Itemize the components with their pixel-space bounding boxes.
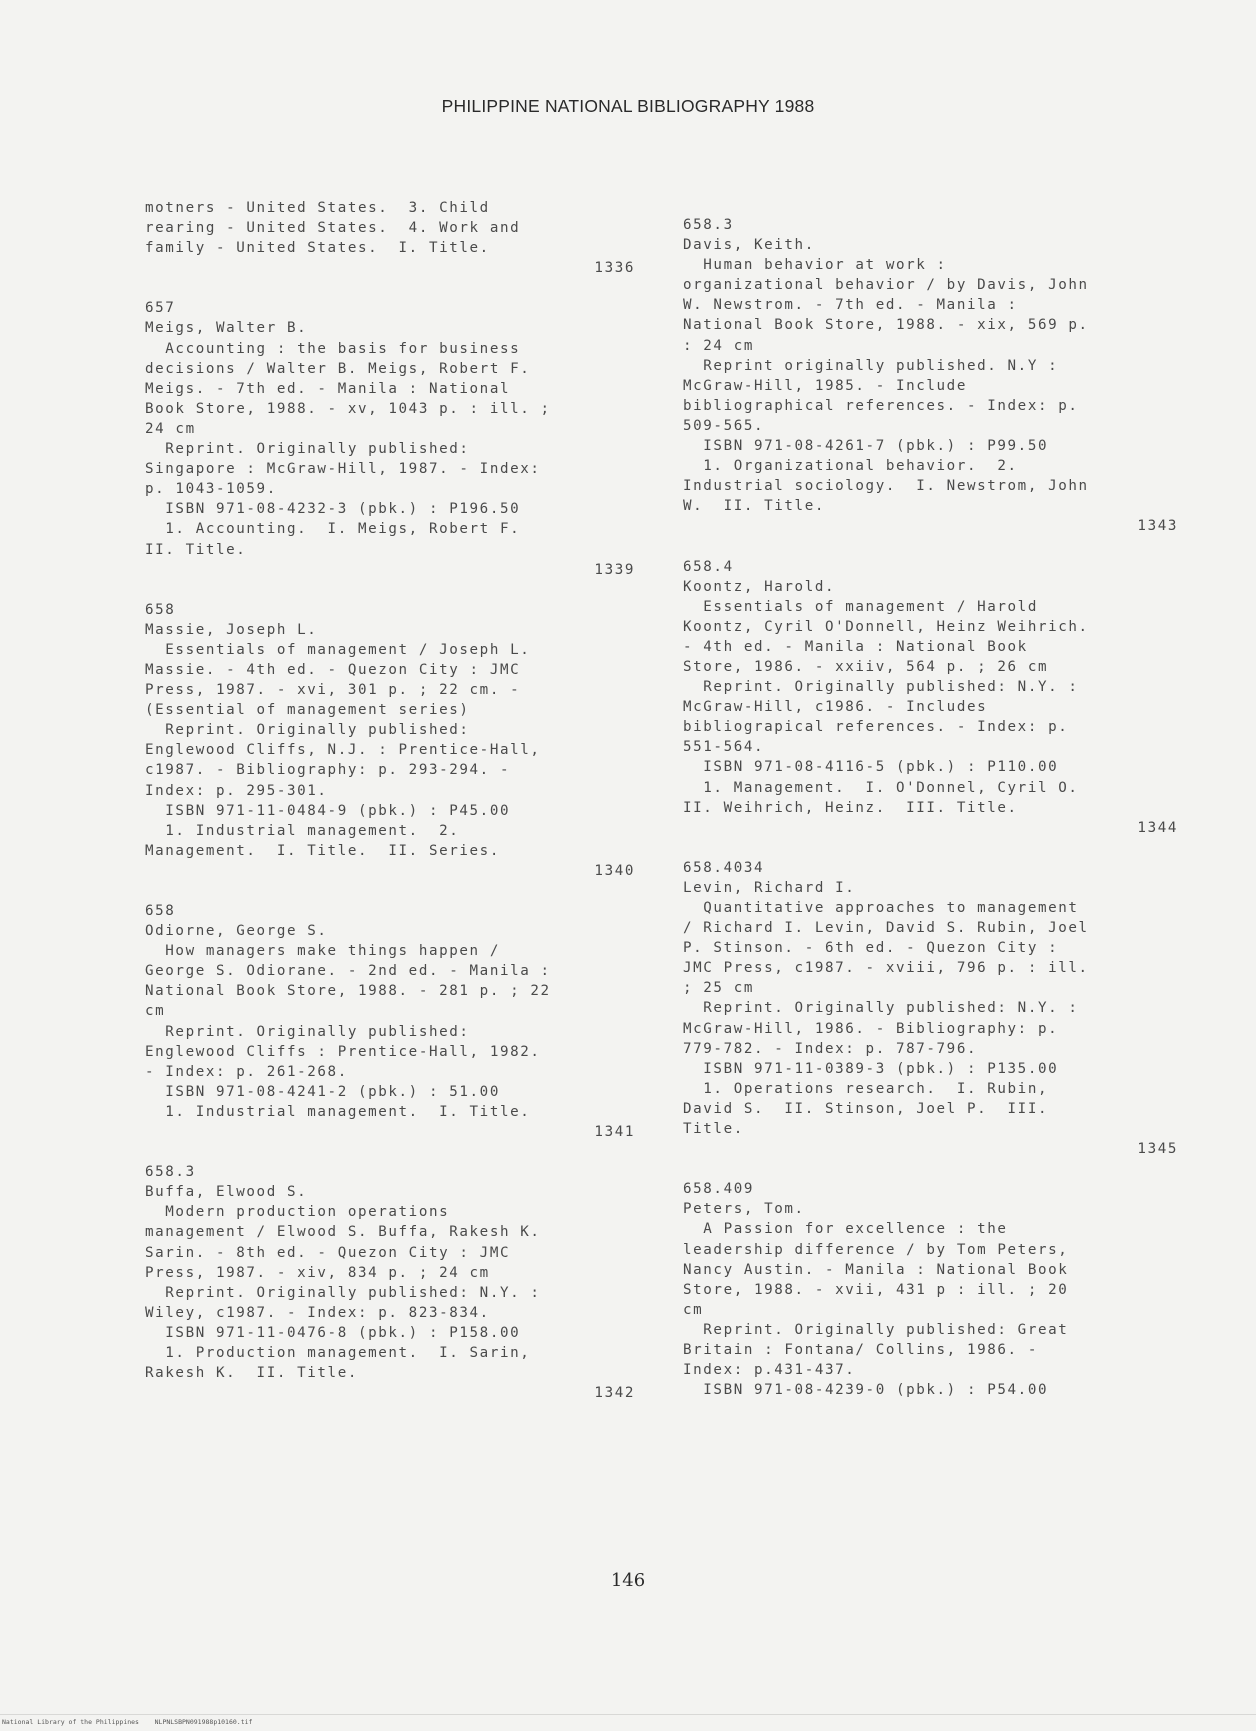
entry-line: Essentials of management / Harold: [683, 598, 1038, 615]
entry-number: 1336: [594, 260, 635, 277]
entry-line: bibliographical references. - Index: p.: [683, 397, 1079, 414]
entry-number: 1342: [594, 1385, 635, 1402]
class-number: 658.3: [145, 1164, 196, 1181]
entry-line: Modern production operations: [145, 1204, 450, 1221]
entry-line: Human behavior at work :: [683, 257, 947, 274]
bibliography-entry: [145, 901, 635, 1142]
entry-number: 1344: [1137, 819, 1178, 836]
entry-line: McGraw-Hill, 1986. - Bibliography: p.: [683, 1020, 1059, 1037]
entry-line: ISBN 971-08-4232-3 (pbk.) : P196.50: [145, 501, 521, 518]
entry-line: - Index: p. 261-268.: [145, 1063, 348, 1080]
entry-line: Book Store, 1988. - xv, 1043 p. : ill. ;: [145, 400, 551, 417]
entry-line: Koontz, Harold.: [683, 578, 836, 595]
bibliography-entry: [145, 198, 635, 278]
entry-line: rearing - United States. 4. Work and: [145, 220, 521, 237]
bibliography-entry: [683, 1179, 1178, 1400]
entry-line: cm: [683, 1301, 704, 1318]
entry-line: 1. Accounting. I. Meigs, Robert F.: [145, 521, 521, 538]
entry-line: II. Title.: [145, 541, 247, 558]
class-number: 658: [145, 601, 176, 618]
entry-line: P. Stinson. - 6th ed. - Quezon City :: [683, 940, 1059, 957]
entry-line: National Book Store, 1988. - xix, 569 p.: [683, 317, 1089, 334]
entry-line: Index: p.431-437.: [683, 1362, 856, 1379]
class-number: 658.409: [683, 1181, 754, 1198]
entry-line: Management. I. Title. II. Series.: [145, 842, 500, 859]
bibliography-entry: [145, 298, 635, 579]
entry-line: W. Newstrom. - 7th ed. - Manila :: [683, 297, 1018, 314]
entry-line: family - United States. I. Title.: [145, 240, 490, 257]
entry-line: Reprint originally published. N.Y :: [683, 357, 1059, 374]
entry-line: motners - United States. 3. Child: [145, 200, 490, 216]
entry-line: : 24 cm: [683, 337, 754, 354]
class-number: 657: [145, 300, 176, 317]
entry-line: Store, 1988. - xvii, 431 p : ill. ; 20: [683, 1281, 1069, 1298]
entry-line: Store, 1986. - xxiiv, 564 p. ; 26 cm: [683, 658, 1049, 675]
entry-line: Reprint. Originally published:: [145, 1023, 470, 1040]
entry-line: Englewood Cliffs : Prentice-Hall, 1982.: [145, 1043, 541, 1060]
entry-line: 779-782. - Index: p. 787-796.: [683, 1040, 978, 1057]
entry-line: Singapore : McGraw-Hill, 1987. - Index:: [145, 461, 541, 478]
entry-line: Rakesh K. II. Title.: [145, 1365, 358, 1382]
entry-line: ISBN 971-08-4261-7 (pbk.) : P99.50: [683, 438, 1049, 455]
entry-line: Reprint. Originally published: N.Y. :: [683, 679, 1079, 696]
entry-line: - 4th ed. - Manila : National Book: [683, 638, 1028, 655]
entry-line: 1. Management. I. O'Donnel, Cyril O.: [683, 779, 1079, 796]
entry-line: ISBN 971-08-4116-5 (pbk.) : P110.00: [683, 759, 1059, 776]
entry-line: Wiley, c1987. - Index: p. 823-834.: [145, 1304, 490, 1321]
entry-line: c1987. - Bibliography: p. 293-294. -: [145, 762, 511, 779]
entry-line: Reprint. Originally published: N.Y. :: [683, 1000, 1079, 1017]
class-number: 658: [145, 903, 176, 919]
entry-line: 1. Organizational behavior. 2.: [683, 458, 1018, 475]
entry-line: leadership difference / by Tom Peters,: [683, 1241, 1069, 1258]
entry-line: Accounting : the basis for business: [145, 340, 521, 357]
entry-line: II. Weihrich, Heinz. III. Title.: [683, 799, 1018, 816]
entry-line: Englewood Cliffs, N.J. : Prentice-Hall,: [145, 742, 541, 759]
entry-line: ISBN 971-08-4239-0 (pbk.) : P54.00: [683, 1382, 1049, 1399]
class-number: 658.3: [683, 217, 734, 233]
entry-line: Sarin. - 8th ed. - Quezon City : JMC: [145, 1244, 511, 1261]
class-number: 658.4: [683, 558, 734, 575]
bibliography-entry: [145, 600, 635, 881]
entry-number: 1345: [1137, 1141, 1178, 1158]
entry-line: Reprint. Originally published: Great: [683, 1321, 1069, 1338]
entry-line: McGraw-Hill, c1986. - Includes: [683, 699, 988, 716]
entry-line: 1. Production management. I. Sarin,: [145, 1344, 531, 1361]
bibliography-entry: [145, 1162, 635, 1403]
entry-line: Reprint. Originally published:: [145, 441, 470, 458]
entry-line: David S. II. Stinson, Joel P. III.: [683, 1100, 1049, 1117]
entry-line: / Richard I. Levin, David S. Rubin, Joel: [683, 920, 1089, 937]
right-column: [683, 215, 1178, 1420]
entry-line: Press, 1987. - xiv, 834 p. ; 24 cm: [145, 1264, 490, 1281]
running-head: PHILIPPINE NATIONAL BIBLIOGRAPHY 1988: [441, 96, 815, 116]
entry-line: Index: p. 295-301.: [145, 782, 328, 799]
entry-line: ISBN 971-08-4241-2 (pbk.) : 51.00: [145, 1083, 500, 1100]
bibliography-entry: [683, 858, 1178, 1159]
entry-line: National Book Store, 1988. - 281 p. ; 22: [145, 983, 551, 1000]
left-column: [145, 198, 635, 1423]
entry-line: Reprint. Originally published:: [145, 722, 470, 739]
entry-line: Industrial sociology. I. Newstrom, John: [683, 478, 1089, 495]
entry-line: 1. Industrial management. 2.: [145, 822, 460, 839]
entry-number: 1341: [594, 1124, 635, 1141]
entry-line: Koontz, Cyril O'Donnell, Heinz Weihrich.: [683, 618, 1089, 635]
page-number: 146: [610, 1570, 646, 1591]
entry-line: ; 25 cm: [683, 980, 754, 997]
entry-line: ISBN 971-11-0484-9 (pbk.) : P45.00: [145, 802, 511, 819]
entry-line: Massie, Joseph L.: [145, 621, 318, 638]
entry-line: decisions / Walter B. Meigs, Robert F.: [145, 360, 531, 377]
entry-line: Quantitative approaches to management: [683, 900, 1079, 916]
scan-credit: National Library of the Philippines NLPNLSBPN091988p10160.tif: [2, 1718, 253, 1726]
entry-line: George S. Odiorane. - 2nd ed. - Manila :: [145, 963, 551, 980]
entry-line: Odiorne, George S.: [145, 923, 328, 940]
entry-line: Levin, Richard I.: [683, 879, 856, 896]
entry-line: Meigs, Walter B.: [145, 320, 308, 337]
entry-line: Title.: [683, 1121, 744, 1138]
entry-line: W. II. Title.: [683, 498, 825, 515]
entry-line: McGraw-Hill, 1985. - Include: [683, 377, 967, 394]
entry-line: Nancy Austin. - Manila : National Book: [683, 1261, 1069, 1278]
entry-line: Essentials of management / Joseph L.: [145, 641, 531, 658]
entry-line: A Passion for excellence : the: [683, 1221, 1008, 1238]
entry-line: 1. Industrial management. I. Title.: [145, 1103, 531, 1120]
bibliography-entry: [683, 215, 1178, 537]
entry-line: 551-564.: [683, 739, 765, 756]
entry-line: (Essential of management series): [145, 702, 470, 719]
entry-line: p. 1043-1059.: [145, 481, 277, 498]
scan-edge-divider: [0, 1714, 1256, 1715]
entry-number: 1343: [1137, 518, 1178, 535]
entry-line: organizational behavior / by Davis, John: [683, 277, 1089, 294]
entry-number: 1339: [594, 561, 635, 578]
class-number: 658.4034: [683, 859, 765, 876]
entry-line: JMC Press, c1987. - xviii, 796 p. : ill.: [683, 960, 1089, 977]
entry-line: 24 cm: [145, 420, 196, 437]
entry-line: Peters, Tom.: [683, 1201, 805, 1218]
entry-line: Press, 1987. - xvi, 301 p. ; 22 cm. -: [145, 682, 521, 699]
entry-number: 1340: [594, 862, 635, 879]
entry-line: cm: [145, 1003, 166, 1020]
bibliography-entry: [683, 557, 1178, 838]
entry-line: Britain : Fontana/ Collins, 1986. -: [683, 1341, 1038, 1358]
entry-line: Reprint. Originally published: N.Y. :: [145, 1284, 541, 1301]
entry-line: bibliograpical references. - Index: p.: [683, 719, 1069, 736]
entry-line: 1. Operations research. I. Rubin,: [683, 1080, 1049, 1097]
entry-line: Meigs. - 7th ed. - Manila : National: [145, 380, 511, 397]
entry-line: Davis, Keith.: [683, 237, 815, 254]
entry-line: Buffa, Elwood S.: [145, 1184, 308, 1201]
entry-line: ISBN 971-11-0476-8 (pbk.) : P158.00: [145, 1324, 521, 1341]
entry-line: Massie. - 4th ed. - Quezon City : JMC: [145, 661, 521, 678]
entry-line: 509-565.: [683, 417, 765, 434]
entry-line: How managers make things happen /: [145, 943, 500, 960]
entry-line: ISBN 971-11-0389-3 (pbk.) : P135.00: [683, 1060, 1059, 1077]
entry-line: management / Elwood S. Buffa, Rakesh K.: [145, 1224, 541, 1241]
